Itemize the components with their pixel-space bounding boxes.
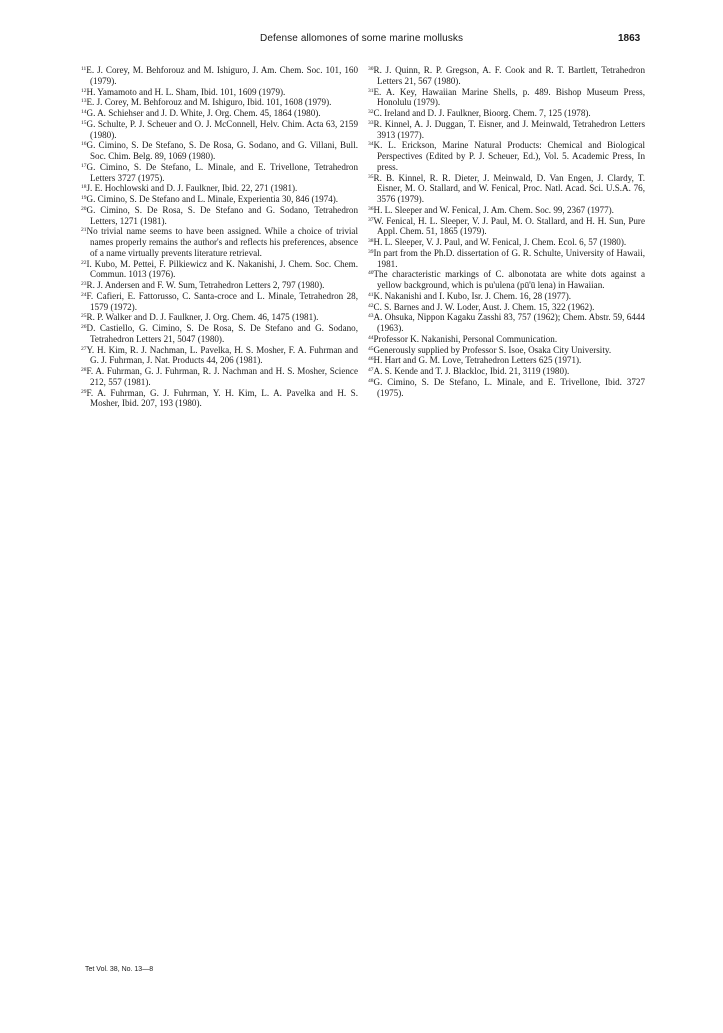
- reference-item: [81, 323, 358, 345]
- reference-number: 39: [368, 248, 374, 255]
- reference-text: H. Yamamoto and H. L. Sham, Ibid. 101, 1609 (1979).: [86, 86, 286, 97]
- reference-text: D. Castiello, G. Cimino, S. De Rosa, S. De Stefano and G. Sodano, Tetrahedron Letters 21, 5047 (1980).: [86, 323, 358, 344]
- reference-text: H. L. Sleeper and W. Fenical, J. Am. Chem. Soc. 99, 2367 (1977).: [373, 204, 614, 215]
- reference-text: Y. H. Kim, R. J. Nachman, L. Pavelka, H. S. Mosher, F. A. Fuhrman and G. J. Fuhrman, J. Nat. Products 44, 206 (1981).: [86, 344, 358, 366]
- reference-text: F. A. Fuhrman, G. J. Fuhrman, R. J. Nachman and H. S. Mosher, Science 212, 557 (1981).: [86, 366, 358, 387]
- reference-item: [368, 312, 645, 334]
- reference-text: K. L. Erickson, Marine Natural Products: Chemical and Biological Perspectives (Edited by P. J. Scheuer, Ed.), Vol. 5. Academic Press, In press.: [373, 140, 645, 172]
- reference-text: G. Cimino, S. De Stefano and L. Minale, Experientia 30, 846 (1974).: [86, 194, 339, 204]
- reference-item: [81, 205, 358, 227]
- reference-item: [368, 345, 645, 356]
- reference-item: [81, 183, 358, 194]
- reference-text: F. Cafieri, E. Fattorusso, C. Santa-croce and L. Minale, Tetrahedron 28, 1579 (1972).: [86, 290, 358, 312]
- reference-text: G. Schulte, P. J. Scheuer and O. J. McConnell, Helv. Chim. Acta 63, 2159 (1980).: [86, 118, 358, 140]
- references-right-column: [368, 65, 645, 398]
- reference-text: E. J. Corey, M. Behforouz and M. Ishiguro, Ibid. 101, 1608 (1979).: [86, 97, 332, 108]
- reference-item: [368, 269, 645, 291]
- reference-number: 42: [368, 302, 374, 309]
- reference-text: G. Cimino, S. De Stefano, L. Minale, and E. Trivellone, Ibid. 3727 (1975).: [373, 376, 645, 398]
- reference-item: [81, 226, 358, 258]
- reference-item: [368, 205, 645, 216]
- reference-text: A. Ohsuka, Nippon Kagaku Zasshi 83, 757 (1962); Chem. Abstr. 59, 6444 (1963).: [373, 312, 645, 333]
- reference-text: Professor K. Nakanishi, Personal Communication.: [373, 333, 558, 344]
- reference-item: [368, 237, 645, 248]
- reference-number: 17: [81, 162, 87, 169]
- references-left-column: [81, 65, 358, 409]
- reference-text: R. B. Kinnel, R. R. Dieter, J. Meinwald, D. Van Engen, J. Clardy, T. Eisner, M. O. Stallard, and W. Fenical, Proc. Natl. Acad. Sci. U.S.A. 76, 3576 (1979).: [373, 172, 645, 204]
- reference-item: [368, 248, 645, 270]
- reference-text: G. Cimino, S. De Stefano, S. De Rosa, G. Sodano, and G. Villani, Bull. Soc. Chim. Belg. 89, 1069 (1980).: [86, 140, 358, 161]
- reference-number: 27: [81, 345, 87, 352]
- reference-number: 46: [368, 356, 374, 363]
- reference-text: E. J. Corey, M. Behforouz and M. Ishiguro, J. Am. Chem. Soc. 101, 160 (1979).: [86, 65, 358, 86]
- reference-text: A. S. Kende and T. J. Blackloc, Ibid. 21, 3119 (1980).: [373, 366, 570, 376]
- reference-number: 37: [368, 216, 374, 223]
- reference-number: 29: [81, 388, 87, 395]
- reference-item: [81, 259, 358, 281]
- reference-number: 16: [81, 141, 87, 148]
- reference-number: 30: [368, 66, 374, 72]
- reference-number: 20: [81, 205, 87, 212]
- page-number: 1863: [618, 33, 641, 44]
- reference-number: 23: [81, 281, 87, 287]
- reference-text: The characteristic markings of C. albonotata are white dots against a yellow background, which is pu'ulena (pū'ū lena) in Hawaiian.: [373, 269, 645, 290]
- reference-number: 32: [368, 109, 374, 115]
- reference-item: [368, 291, 645, 302]
- reference-text: W. Fenical, H. L. Sleeper, V. J. Paul, M. O. Stallard, and H. H. Sun, Pure Appl. Chem. 51, 1865 (1979).: [373, 215, 645, 237]
- reference-item: [368, 334, 645, 345]
- reference-number: 33: [368, 119, 374, 126]
- reference-number: 47: [368, 367, 374, 373]
- reference-item: [368, 355, 645, 366]
- reference-text: I. Kubo, M. Pettei, F. Pilkiewicz and K. Nakanishi, J. Chem. Soc. Chem. Commun. 1013 (1976).: [86, 258, 358, 280]
- reference-text: G. Cimino, S. De Stefano, L. Minale, and E. Trivellone, Tetrahedron Letters 3727 (1975).: [86, 161, 358, 183]
- reference-number: 31: [368, 87, 374, 94]
- reference-item: [368, 173, 645, 205]
- reference-text: F. A. Fuhrman, G. J. Fuhrman, Y. H. Kim, L. A. Pavelka and H. S. Mosher, Ibid. 207, 193 (1980).: [86, 387, 358, 409]
- reference-item: [81, 162, 358, 184]
- reference-text: H. Hart and G. M. Love, Tetrahedron Letters 625 (1971).: [373, 355, 582, 366]
- reference-number: 40: [368, 270, 374, 277]
- reference-number: 35: [368, 173, 374, 180]
- reference-number: 11: [81, 66, 87, 72]
- reference-item: [81, 97, 358, 108]
- reference-number: 13: [81, 98, 87, 105]
- reference-number: 15: [81, 119, 87, 126]
- reference-item: [81, 140, 358, 162]
- reference-item: [81, 108, 358, 119]
- reference-item: [81, 280, 358, 291]
- reference-number: 36: [368, 205, 374, 212]
- reference-text: R. P. Walker and D. J. Faulkner, J. Org. Chem. 46, 1475 (1981).: [86, 312, 319, 323]
- reference-item: [81, 388, 358, 410]
- reference-item: [81, 194, 358, 205]
- reference-text: E. A. Key, Hawaiian Marine Shells, p. 489. Bishop Museum Press, Honolulu (1979).: [373, 86, 645, 108]
- reference-number: 28: [81, 367, 87, 373]
- reference-item: [368, 377, 645, 399]
- reference-item: [368, 65, 645, 87]
- reference-item: [81, 312, 358, 323]
- reference-number: 48: [368, 377, 374, 384]
- reference-number: 25: [81, 313, 87, 320]
- reference-number: 45: [368, 345, 374, 352]
- reference-text: R. J. Quinn, R. P. Gregson, A. F. Cook and R. T. Bartlett, Tetrahedron Letters 21, 567 (1980).: [373, 65, 645, 86]
- reference-text: H. L. Sleeper, V. J. Paul, and W. Fenical, J. Chem. Ecol. 6, 57 (1980).: [373, 237, 627, 247]
- reference-number: 21: [81, 227, 87, 234]
- reference-number: 26: [81, 324, 87, 330]
- reference-number: 18: [81, 184, 87, 191]
- reference-number: 19: [81, 195, 87, 201]
- reference-item: [368, 119, 645, 141]
- reference-item: [368, 108, 645, 119]
- reference-item: [81, 65, 358, 87]
- reference-text: C. Ireland and D. J. Faulkner, Bioorg. Chem. 7, 125 (1978).: [373, 108, 591, 118]
- reference-text: K. Nakanishi and I. Kubo, Isr. J. Chem. 16, 28 (1977).: [373, 290, 572, 301]
- reference-text: J. E. Hochlowski and D. J. Faulkner, Ibid. 22, 271 (1981).: [86, 183, 298, 194]
- reference-number: 43: [368, 313, 374, 320]
- reference-item: [81, 87, 358, 98]
- reference-number: 22: [81, 259, 87, 266]
- reference-number: 44: [368, 334, 374, 341]
- page-header: [0, 33, 723, 47]
- reference-item: [81, 345, 358, 367]
- reference-text: R. J. Andersen and F. W. Sum, Tetrahedron Letters 2, 797 (1980).: [86, 280, 325, 290]
- reference-item: [368, 140, 645, 172]
- reference-text: Generously supplied by Professor S. Isoe, Osaka City University.: [373, 344, 612, 355]
- reference-number: 24: [81, 291, 87, 298]
- reference-number: 38: [368, 238, 374, 244]
- reference-item: [81, 119, 358, 141]
- reference-item: [368, 366, 645, 377]
- reference-number: 12: [81, 87, 87, 94]
- reference-text: G. Cimino, S. De Rosa, S. De Stefano and G. Sodano, Tetrahedron Letters, 1271 (1981).: [86, 204, 358, 226]
- reference-text: In part from the Ph.D. dissertation of G. R. Schulte, University of Hawaii, 1981.: [373, 247, 645, 269]
- reference-number: 14: [81, 109, 87, 115]
- running-title: Defense allomones of some marine mollusks: [260, 33, 464, 44]
- page-footer: Tet Vol. 38, No. 13—8: [85, 966, 154, 973]
- reference-text: R. Kinnel, A. J. Duggan, T. Eisner, and J. Meinwald, Tetrahedron Letters 3913 (1977).: [373, 118, 645, 140]
- reference-text: C. S. Barnes and J. W. Loder, Aust. J. Chem. 15, 322 (1962).: [373, 301, 595, 312]
- reference-item: [368, 87, 645, 109]
- reference-number: 41: [368, 291, 374, 298]
- reference-item: [368, 216, 645, 238]
- reference-item: [81, 366, 358, 388]
- reference-text: G. A. Schiehser and J. D. White, J. Org. Chem. 45, 1864 (1980).: [86, 108, 321, 118]
- reference-item: [81, 291, 358, 313]
- reference-item: [368, 302, 645, 313]
- reference-text: No trivial name seems to have been assigned. While a choice of trivial names properly remains the author's and reflects his preferences, absence of a name virtually prevents literature retrieval.: [86, 226, 358, 258]
- reference-number: 34: [368, 141, 374, 148]
